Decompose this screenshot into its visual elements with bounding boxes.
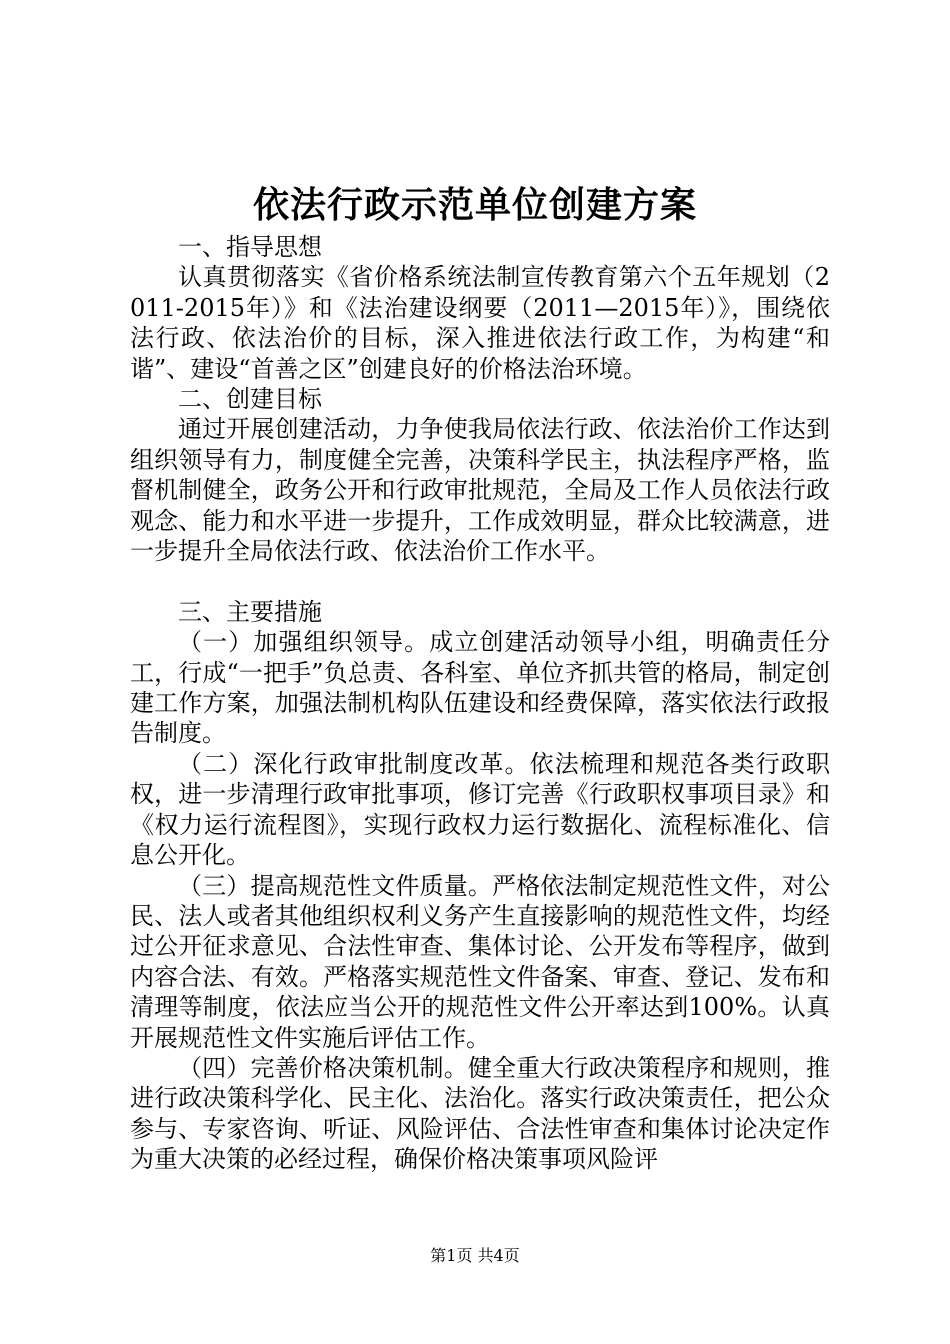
page-footer: 第1页 共4页 xyxy=(430,1246,520,1265)
blank-line xyxy=(130,566,830,596)
paragraph: （二）深化行政审批制度改革。依法梳理和规范各类行政职权，进一步清理行政审批事项，修订完善《行政职权事项目录》和《权力运行流程图》，实现行政权力运行数据化、流程标准化、信息公开化。 xyxy=(130,749,830,870)
section-heading-goals: 二、创建目标 xyxy=(178,385,322,414)
paragraph: （四）完善价格决策机制。健全重大行政决策程序和规则，推进行政决策科学化、民主化、法治化。落实行政决策责任，把公众参与、专家咨询、听证、风险评估、合法性审查和集体讨论决定作为重大决策的必经过程，确保价格决策事项风险评 xyxy=(130,1053,830,1174)
paragraph: （一）加强组织领导。成立创建活动领导小组，明确责任分工，行成“一把手”负总责、各科室、单位齐抓共管的格局，制定创建工作方案，加强法制机构队伍建设和经费保障，落实依法行政报告制度。 xyxy=(130,628,830,748)
document-title: 依法行政示范单位创建方案 xyxy=(252,184,697,226)
paragraph: 通过开展创建活动，力争使我局依法行政、依法治价工作达到组织领导有力，制度健全完善，决策科学民主，执法程序严格，监督机制健全，政务公开和行政审批规范，全局及工作人员依法行政观念、能力和水平进一步提升，工作成效明显，群众比较满意，进一步提升全局依法行政、依法治价工作水平。 xyxy=(130,415,830,566)
section-heading-measures: 三、主要措施 xyxy=(178,597,322,626)
paragraph: （三）提高规范性文件质量。严格依法制定规范性文件，对公民、法人或者其他组织权利义务产生直接影响的规范性文件，均经过公开征求意见、合法性审查、集体讨论、公开发布等程序，做到内容合法、有效。严格落实规范性文件备案、审查、登记、发布和清理等制度，依法应当公开的规范性文件公开率达到100%。认真开展规范性文件实施后评估工作。 xyxy=(130,871,830,1052)
section-heading-guiding-ideology: 一、指导思想 xyxy=(178,233,322,261)
document-body xyxy=(130,232,830,1175)
paragraph: 认真贯彻落实《省价格系统法制宣传教育第六个五年规划（2011-2015年）》和《法治建设纲要（2011—2015年）》，围绕依法行政、依法治价的目标，深入推进依法行政工作，为构建“和谐”、建设“首善之区”创建良好的价格法治环境。 xyxy=(130,263,830,383)
